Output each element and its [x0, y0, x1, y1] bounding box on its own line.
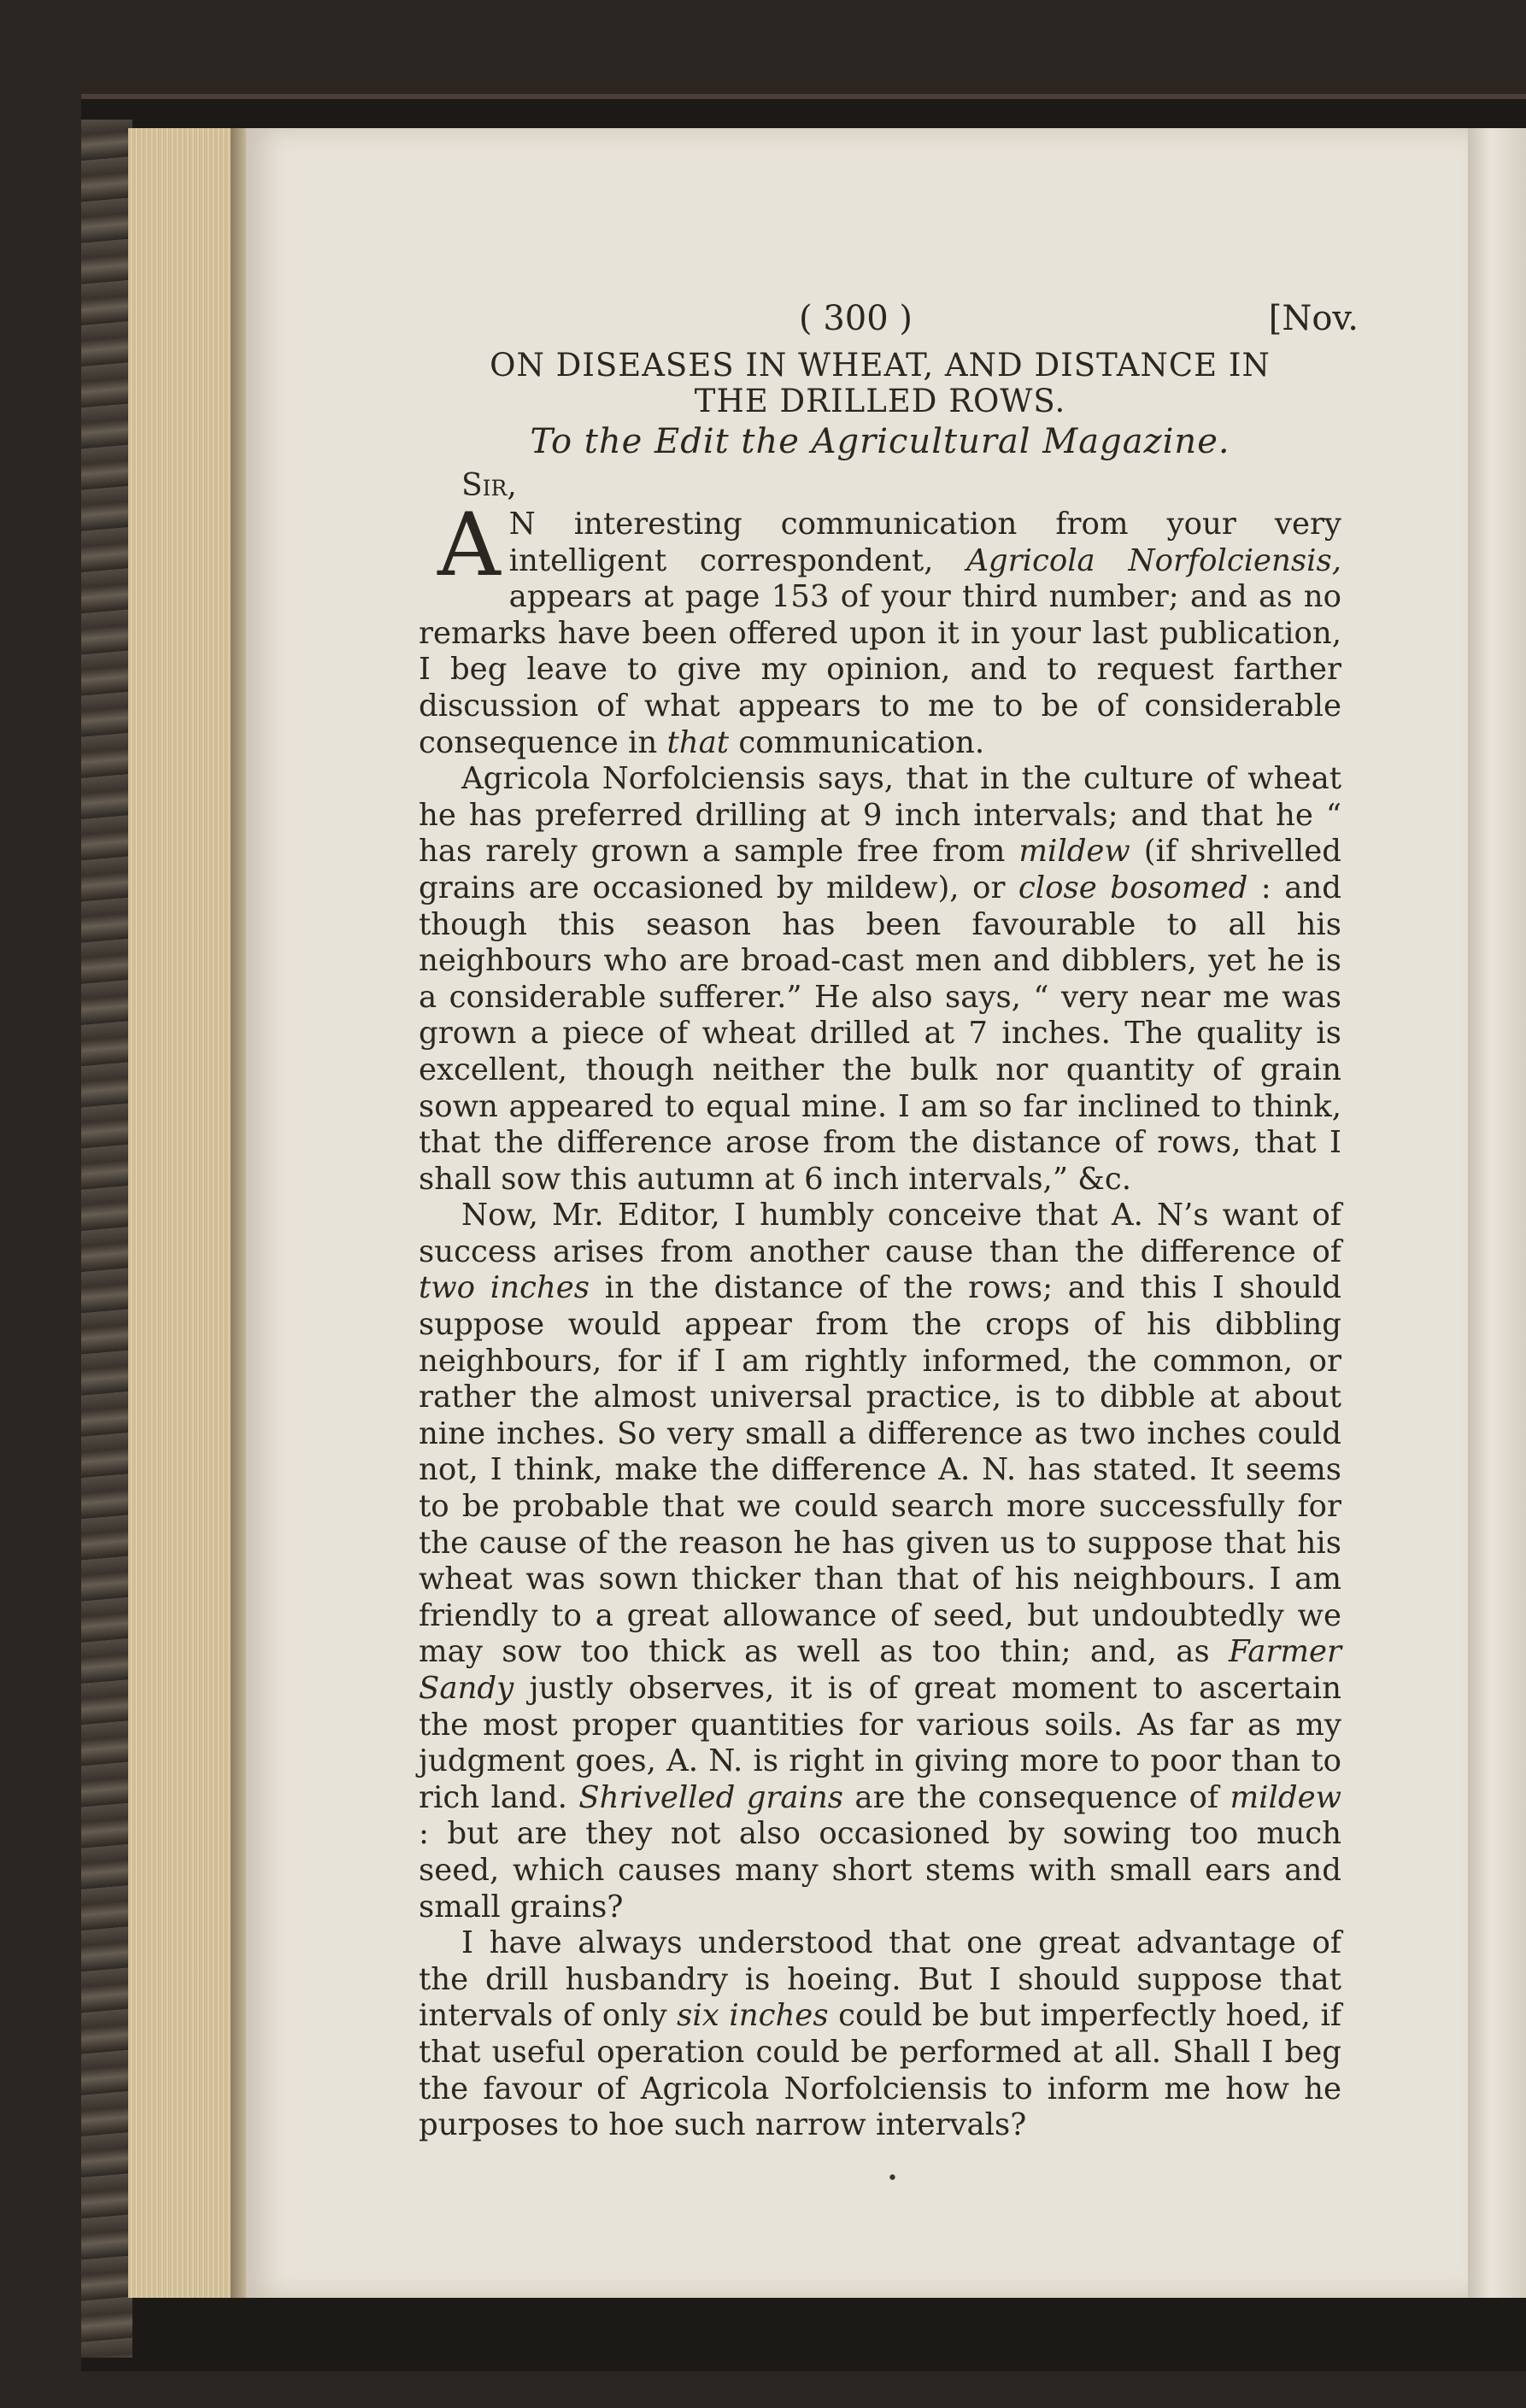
p3-italic-2: Farmer Sandy	[419, 1634, 1341, 1706]
article-title	[419, 348, 1341, 419]
p1-italic-2: that	[666, 724, 730, 760]
p3-text-3: justly observes, it is of great moment to ascertain the most proper quantities for various soils. As far as my judgment goes, A. N. is right in giving more to poor than to rich land.	[419, 1671, 1341, 1815]
marbled-spine	[81, 120, 132, 2358]
p3-italic-1: two inches	[419, 1270, 590, 1306]
p2-text-3: : and though this season has been favourable to all his neighbours who are broad-cast men and dibblers, yet he is a considerable sufferer.” He also says, “ very near me was grown a piece of wheat drilled at 7 inches. The quality is excellent, though neither the bulk nor quantity of grain sown appeared to equal mine. I am so far inclined to think, that the difference arose from the distance of rows, that I shall sow this autumn at 6 inch intervals,” &c.	[419, 870, 1341, 1197]
drop-cap: A	[437, 495, 501, 596]
p3-italic-4: mildew	[1230, 1779, 1342, 1815]
p1-italic-1: Agricola Norfolciensis,	[966, 542, 1341, 578]
page-mark: •	[887, 2168, 898, 2189]
text-block	[419, 295, 1359, 2144]
p4-italic-1: six inches	[677, 1998, 829, 2034]
paragraph-2	[419, 761, 1341, 1198]
running-header	[419, 295, 1359, 343]
p2-italic-1: mildew	[1018, 834, 1130, 870]
p1-text-2: appears at page 153 of your third number; and as no remarks have been offered upon it in your last publication, I beg leave to give my opinion, and to request farther discussion of what appears to me to be of considerable consequence in	[419, 579, 1341, 760]
paragraph-4	[419, 1925, 1341, 2144]
p3-text-1: Now, Mr. Editor, I humbly conceive that A. N’s want of success arises from another cause than the difference of	[419, 1198, 1341, 1269]
running-month: [Nov.	[1268, 299, 1359, 338]
gutter	[231, 128, 248, 2298]
page-edges	[128, 128, 239, 2298]
p3-text-5: : but are they not also occasioned by sowing too much seed, which causes many short stems with small ears and small grains?	[419, 1816, 1341, 1925]
p2-text-2: (if shrivelled grains are occasioned by mildew), or	[419, 834, 1341, 905]
p3-text-2: in the distance of the rows; and this I should suppose would appear from the crops of his dibbling neighbours, for if I am rightly informed, the common, or rather the almost universal practice, is to dibble at about nine inches. So very small a difference as two inches could not, I think, make the difference A. N. has stated. It seems to be probable that we could search more successfully for the cause of the reason he has given us to suppose that his wheat was sown thicker than that of his neighbours. I am friendly to a great allowance of seed, but undoubtedly we may sow too thick as well as too thin; and, as	[419, 1270, 1341, 1670]
p2-text-1: Agricola Norfolciensis says, that in the culture of wheat he has preferred drilling at 9 inch intervals; and that he “ has rarely grown a sample free from	[419, 761, 1341, 870]
p1-text-3: communication.	[729, 724, 985, 760]
p3-text-4: are the consequence of	[843, 1779, 1230, 1815]
p2-italic-2: close bosomed	[1018, 870, 1248, 905]
paragraph-1	[419, 495, 1341, 761]
p4-text-2: could be but imperfectly hoed, if that useful operation could be performed at all. Shall I beg the favour of Agricola Norfolciensis to inform me how he purposes to hoe such narrow intervals?	[419, 1998, 1342, 2143]
p4-text-1: I have always understood that one great advantage of the drill husbandry is hoeing. But I should suppose that intervals of only	[419, 1925, 1341, 2034]
title-line-1: ON DISEASES IN WHEAT, AND DISTANCE IN	[490, 347, 1271, 384]
p3-italic-3: Shrivelled grains	[578, 1779, 843, 1815]
page-number: ( 300 )	[799, 299, 913, 338]
next-page-edge	[1468, 128, 1526, 2298]
p1-text-1: N interesting communication from your very intelligent correspondent,	[508, 507, 1341, 578]
title-line-2: THE DRILLED ROWS.	[694, 383, 1066, 419]
paragraph-3	[419, 1198, 1341, 1925]
salutation: Sir,	[461, 468, 517, 503]
dedication: To the Edit the Agricultural Magazine.	[530, 422, 1230, 461]
